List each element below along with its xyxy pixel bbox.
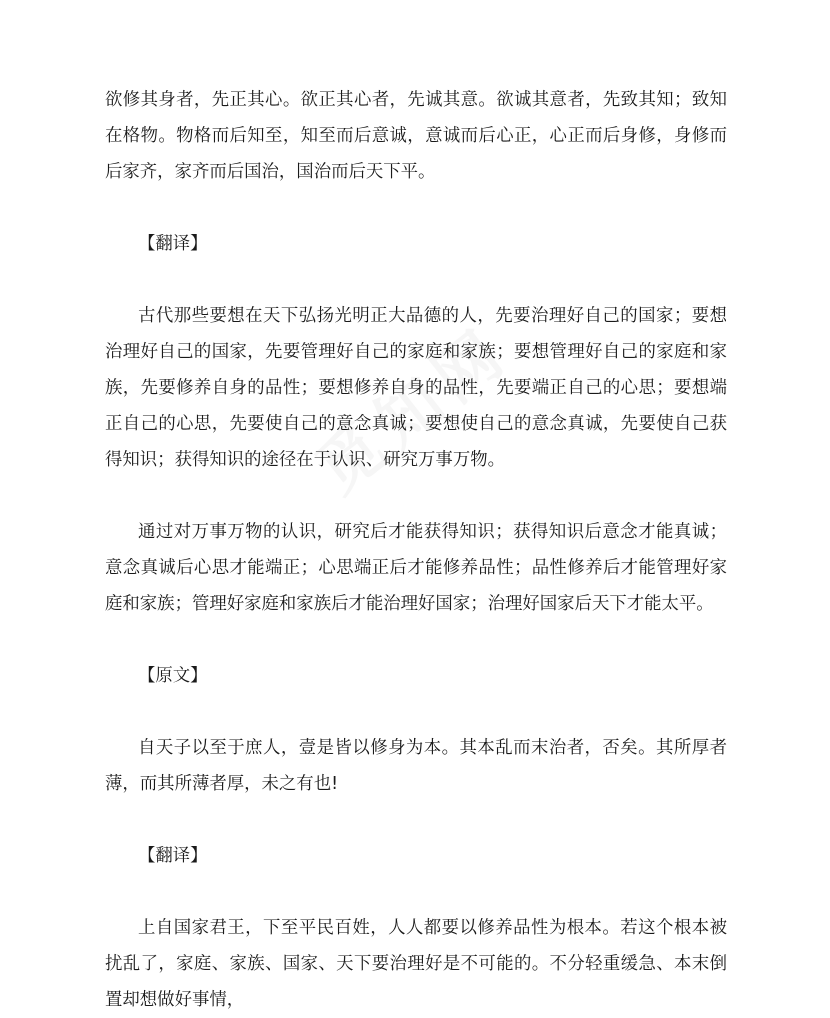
spacer (105, 262, 727, 298)
section-heading-original: 【原文】 (138, 666, 208, 686)
spacer (105, 622, 727, 658)
spacer (105, 694, 727, 730)
paragraph-translation-2: 通过对万事万物的认识，研究后才能获得知识；获得知识后意念才能真诚；意念真诚后心思才能端正；心思端正后才能修养品性；品性修养后才能管理好家庭和家族；管理好家庭和家族后才能治理好国家；治理好国家后天下才能太平。 (105, 522, 727, 614)
spacer (105, 478, 727, 514)
section-heading-translation-1: 【翻译】 (138, 234, 208, 254)
paragraph-translation-3: 上自国家君王，下至平民百姓，人人都要以修养品性为根本。若这个根本被扰乱了，家庭、家族、国家、天下要治理好是不可能的。不分轻重缓急、本末倒置却想做好事情， (105, 918, 727, 1010)
document-body (105, 82, 727, 1018)
paragraph-original-text-1: 欲修其身者，先正其心。欲正其心者，先诚其意。欲诚其意者，先致其知；致知在格物。物格而后知至，知至而后意诚，意诚而后心正，心正而后身修，身修而后家齐，家齐而后国治，国治而后天下平。 (105, 90, 727, 182)
spacer (105, 874, 727, 910)
spacer (105, 190, 727, 226)
paragraph-original-text-2: 自天子以至于庶人，壹是皆以修身为本。其本乱而末治者，否矣。其所厚者薄，而其所薄者厚，未之有也! (105, 738, 727, 794)
spacer (105, 802, 727, 838)
paragraph-translation-1: 古代那些要想在天下弘扬光明正大品德的人，先要治理好自己的国家；要想治理好自己的国家，先要管理好自己的家庭和家族；要想管理好自己的家庭和家族，先要修养自身的品性；要想修养自身的品性，先要端正自己的心思；要想端正自己的心思，先要使自己的意念真诚；要想使自己的意念真诚，先要使自己获得知识；获得知识的途径在于认识、研究万事万物。 (105, 306, 727, 470)
section-heading-translation-2: 【翻译】 (138, 846, 208, 866)
